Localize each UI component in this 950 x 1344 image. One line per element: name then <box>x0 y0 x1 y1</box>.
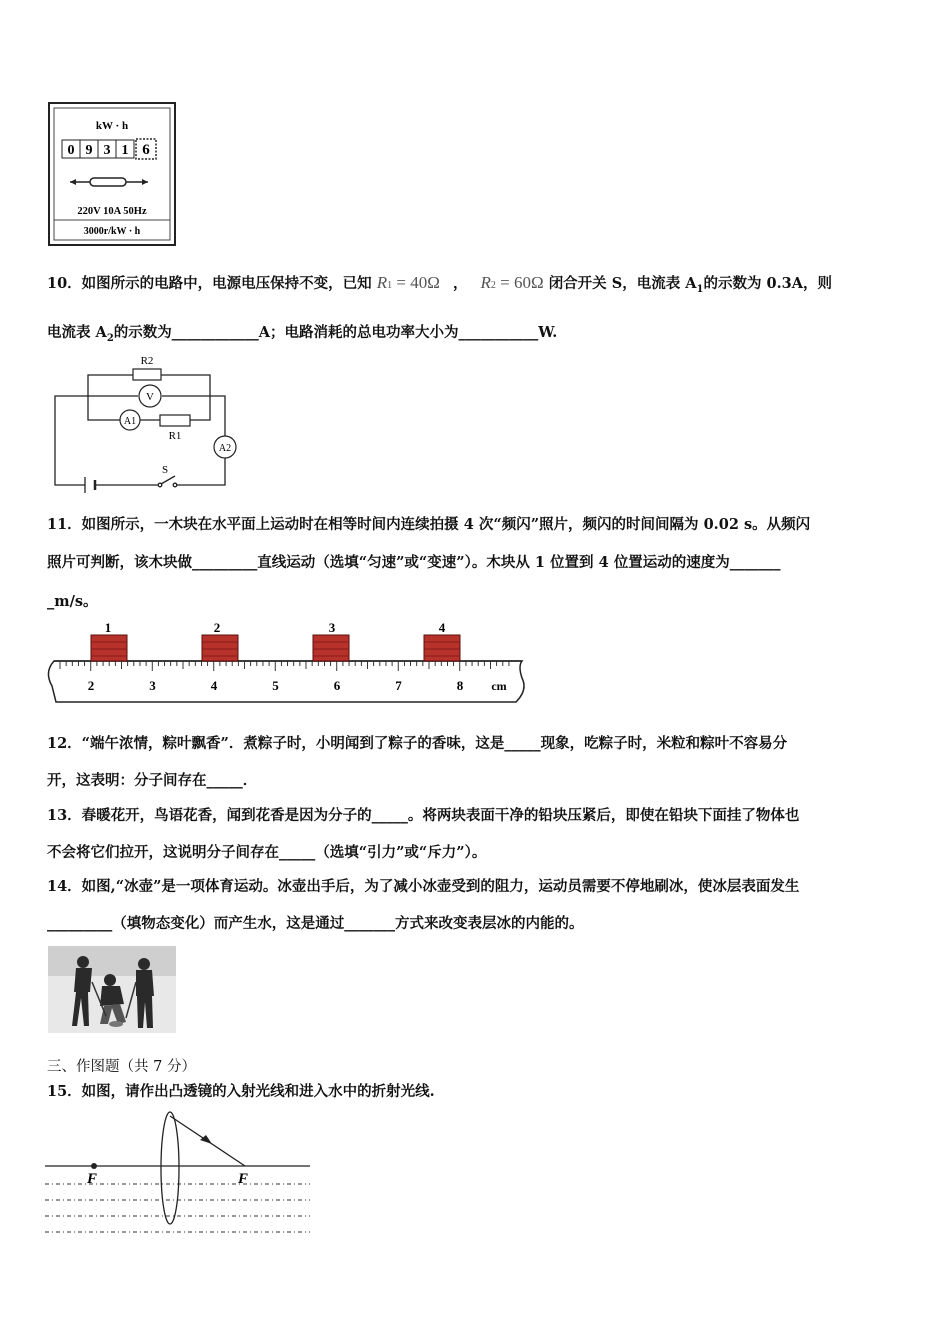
focal-point-left-icon <box>91 1163 97 1169</box>
ammeter-a1-label: A1 <box>123 416 137 427</box>
circuit-diagram <box>50 350 250 495</box>
focal-label-right: F <box>237 1171 249 1187</box>
ruler-unit: cm <box>491 679 507 693</box>
q10-line1 <box>47 273 832 300</box>
ruler-number: 3 <box>149 678 156 693</box>
q10-r2-formula <box>481 273 544 292</box>
ruler-number: 8 <box>456 678 464 693</box>
q11-line1: 11．如图所示，一木块在水平面上运动时在相等时间内连续拍摄 4 次“频闪”照片，频闪的时间间隔为 0.02 s。从频闪 <box>47 516 811 533</box>
q13-line1: 13．春暖花开，鸟语花香，闻到花香是因为分子的_____。将两块表面干净的铅块压紧后，即使在铅块下面挂了物体也 <box>47 807 800 824</box>
q10-line2-subscript: 2 <box>106 332 114 344</box>
block-label: 1 <box>104 620 112 635</box>
q10-r2-subscript: 2 <box>490 280 496 291</box>
battery-icon <box>85 477 95 493</box>
ruler-number: 6 <box>333 678 341 693</box>
meter-digit: 1 <box>121 143 129 158</box>
electricity-meter-figure <box>48 102 176 246</box>
switch-icon <box>158 476 177 487</box>
circuit-svg <box>50 350 250 495</box>
meter-digit-decimal: 6 <box>142 142 150 158</box>
meter-constant: 3000r/kW · h <box>83 226 141 237</box>
ray-arrow-icon <box>200 1135 212 1144</box>
block-label: 2 <box>213 620 221 635</box>
meter-svg <box>48 102 176 246</box>
meter-digit: 9 <box>85 143 93 158</box>
q11-line2: 照片可判断，该木块做_________直线运动（选填“匀速”或“变速”）。木块从 1 位置到 4 位置运动的速度为_______ <box>47 554 781 571</box>
q12-line1: 12．“端午浓情，粽叶飘香”．煮粽子时，小明闻到了粽子的香味，这是_____现象，吃粽子时，米粒和粽叶不容易分 <box>47 735 788 752</box>
meter-rating: 220V 10A 50Hz <box>77 206 147 217</box>
ruler-figure <box>40 620 530 706</box>
q13-line2: 不会将它们拉开，这说明分子间存在_____（选填“引力”或“斥力”）。 <box>47 844 487 861</box>
ruler-number: 2 <box>87 678 95 693</box>
meter-digit: 3 <box>103 143 111 158</box>
q10-line2 <box>47 323 557 349</box>
q10-separator: ， <box>452 275 468 292</box>
q10-r1-subscript: 1 <box>387 280 393 291</box>
q10-post-a: 闭合开关 S，电流表 A <box>548 275 697 292</box>
q10-line2-a: 电流表 A <box>47 324 107 341</box>
section3-title: 三、作图题（共 7 分） <box>47 1059 196 1075</box>
block-label: 3 <box>328 620 336 635</box>
meter-digit-boxes <box>62 139 156 159</box>
q10-r1-symbol: R <box>376 273 388 292</box>
q10-pre: 10．如图所示的电路中，电源电压保持不变，已知 <box>47 275 372 292</box>
block-1 <box>91 620 127 661</box>
q10-r2-value: = 60Ω <box>495 273 544 292</box>
q15-line1: 15．如图，请作出凸透镜的入射光线和进入水中的折射光线. <box>47 1083 435 1100</box>
r1-label: R1 <box>168 430 182 442</box>
curling-photo-svg <box>48 946 176 1033</box>
q10-r2-symbol: R <box>480 273 491 292</box>
q10-post-b: 的示数为 0.3A，则 <box>703 275 833 292</box>
convex-lens-icon <box>161 1112 179 1224</box>
curling-photo <box>48 946 176 1033</box>
block-label: 4 <box>438 620 446 635</box>
lens-svg <box>40 1108 320 1238</box>
block-4 <box>424 620 460 661</box>
q11-line3: _m/s。 <box>47 593 98 610</box>
ruler-number: 4 <box>210 678 218 693</box>
q14-line1: 14．如图,“冰壶”是一项体育运动。冰壶出手后，为了减小冰壶受到的阻力，运动员需要不停地刷冰，使冰层表面发生 <box>47 878 800 895</box>
meter-unit: kW · h <box>95 120 129 132</box>
q14-line2: _________（填物态变化）而产生水，这是通过_______方式来改变表层冰的内能的。 <box>47 915 584 932</box>
switch-label: S <box>161 464 169 476</box>
q12-line2: 开，这表明：分子间存在_____． <box>47 772 258 789</box>
meter-digit: 0 <box>67 143 75 158</box>
voltmeter-label: V <box>146 391 154 403</box>
q10-post-subscript: 1 <box>696 283 704 295</box>
q10-line2-b: 的示数为____________A；电路消耗的总电功率大小为___________W. <box>113 324 558 341</box>
lens-diagram <box>40 1108 320 1238</box>
block-2 <box>202 620 238 661</box>
ammeter-a2-label: A2 <box>218 443 232 454</box>
focal-label-left: F <box>86 1171 98 1187</box>
ruler-number: 5 <box>272 678 279 693</box>
r2-label: R2 <box>140 355 154 367</box>
ruler-svg <box>40 620 530 706</box>
block-3 <box>313 620 349 661</box>
q10-r1-formula <box>377 273 440 292</box>
q10-r1-value: = 40Ω <box>392 273 440 292</box>
ruler-number: 7 <box>395 678 402 693</box>
